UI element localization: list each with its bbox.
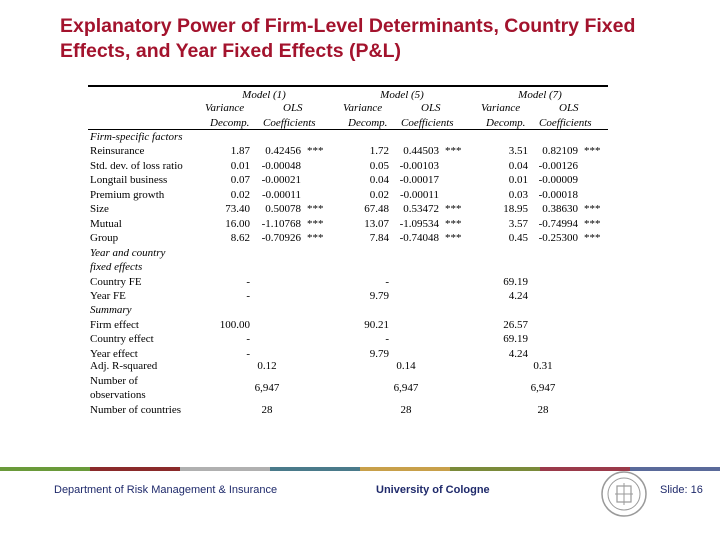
significance-cell: ***	[584, 217, 601, 230]
coefficient-cell: -0.00009	[538, 174, 578, 187]
variance-cell: 90.21	[364, 318, 389, 331]
significance-cell: ***	[445, 145, 462, 158]
model-7-variance-label: Variance	[481, 102, 521, 114]
variance-cell: 0.04	[369, 174, 389, 187]
variance-cell: 67.48	[364, 203, 389, 216]
variance-cell: 69.19	[503, 333, 528, 346]
row-label: Std. dev. of loss ratio	[90, 159, 183, 172]
significance-cell: ***	[445, 232, 462, 245]
adj-r2-label: Adj. R-squared	[90, 360, 158, 372]
row-label: Group	[90, 232, 119, 245]
variance-cell: 0.02	[369, 188, 389, 201]
footer-department: Department of Risk Management & Insurance	[54, 484, 278, 496]
coefficient-cell: 0.38630	[542, 203, 578, 216]
row-label: Summary	[90, 304, 132, 317]
coefficient-cell: -0.00126	[538, 159, 578, 172]
coefficient-cell: -0.00021	[261, 174, 301, 187]
coefficient-cell: 0.44503	[403, 145, 439, 158]
variance-cell: 100.00	[219, 318, 250, 331]
model-1-header: Model (1)	[242, 89, 286, 101]
significance-cell: ***	[307, 217, 324, 230]
variance-cell: 7.84	[369, 232, 389, 245]
significance-cell: ***	[445, 217, 462, 230]
row-label: Premium growth	[90, 188, 165, 201]
obs-label-line2: observations	[90, 389, 146, 401]
model-5-ols-label: OLS	[421, 102, 441, 114]
row-label: Country effect	[90, 333, 154, 346]
row-label: Firm-specific factors	[90, 131, 183, 143]
adj-r2-model-7: 0.31	[533, 360, 553, 372]
variance-cell: 18.95	[503, 203, 528, 216]
university-seal-logo	[600, 470, 648, 518]
variance-cell: 73.40	[225, 203, 250, 216]
stripe-segment	[180, 467, 270, 471]
variance-cell: 3.51	[508, 145, 528, 158]
row-label: Year and country	[90, 246, 166, 259]
coefficient-cell: -0.00011	[261, 188, 301, 201]
stripe-segment	[0, 467, 90, 471]
variance-cell: 0.01	[230, 159, 250, 172]
table-top-rule	[88, 85, 608, 87]
coefficient-cell: -1.10768	[261, 217, 301, 230]
obs-model-1: 6,947	[254, 382, 280, 394]
row-label: Firm effect	[90, 318, 139, 331]
model-1-coef-label: Coefficients	[263, 117, 316, 129]
model-7-ols-label: OLS	[559, 102, 579, 114]
slide-title: Explanatory Power of Firm-Level Determinants, Country Fixed Effects, and Year Fixed Effects (P&L)	[60, 15, 636, 62]
variance-cell: -	[385, 275, 389, 288]
coefficient-cell: -0.74048	[399, 232, 439, 245]
variance-cell: -	[246, 275, 250, 288]
variance-cell: 0.03	[508, 188, 528, 201]
coefficient-cell: -0.00018	[538, 188, 578, 201]
variance-cell: 0.05	[369, 159, 389, 172]
footer-university: University of Cologne	[376, 484, 490, 496]
variance-cell: 1.87	[230, 145, 250, 158]
model-5-coef-label: Coefficients	[401, 117, 454, 129]
variance-cell: 4.24	[508, 347, 528, 360]
coefficient-cell: 0.82109	[542, 145, 578, 158]
row-label: Size	[90, 203, 109, 216]
coefficient-cell: -0.74994	[538, 217, 578, 230]
adj-r2-model-5: 0.14	[396, 360, 416, 372]
row-label: Longtail business	[90, 174, 168, 187]
variance-cell: 0.02	[230, 188, 250, 201]
variance-cell: 9.79	[369, 289, 389, 302]
model-5-decomp-label: Decomp.	[348, 117, 388, 129]
significance-cell: ***	[584, 145, 601, 158]
model-1-ols-label: OLS	[283, 102, 303, 114]
significance-cell: ***	[584, 203, 601, 216]
coefficient-cell: -1.09534	[399, 217, 439, 230]
significance-cell: ***	[307, 145, 324, 158]
coefficient-cell: 0.42456	[265, 145, 301, 158]
variance-cell: -	[246, 333, 250, 346]
slide-number: Slide: 16	[660, 484, 703, 496]
variance-cell: -	[246, 347, 250, 360]
model-7-coef-label: Coefficients	[539, 117, 592, 129]
model-7-decomp-label: Decomp.	[486, 117, 526, 129]
variance-cell: 0.04	[508, 159, 528, 172]
model-1-variance-label: Variance	[205, 102, 245, 114]
obs-model-5: 6,947	[393, 382, 419, 394]
adj-r2-model-1: 0.12	[257, 360, 277, 372]
row-label: Year effect	[90, 347, 138, 360]
variance-cell: 0.01	[508, 174, 528, 187]
coefficient-cell: -0.25300	[538, 232, 578, 245]
row-label: Mutual	[90, 217, 122, 230]
obs-label-line1: Number of	[90, 375, 138, 387]
variance-cell: 9.79	[369, 347, 389, 360]
row-label: Reinsurance	[90, 145, 145, 158]
coefficient-cell: 0.50078	[265, 203, 301, 216]
significance-cell: ***	[307, 232, 324, 245]
coefficient-cell: -0.00048	[261, 159, 301, 172]
obs-model-7: 6,947	[530, 382, 556, 394]
row-label: Year FE	[90, 289, 126, 302]
variance-cell: 13.07	[364, 217, 389, 230]
coefficient-cell: -0.00103	[399, 159, 439, 172]
variance-cell: 1.72	[369, 145, 389, 158]
stripe-segment	[360, 467, 450, 471]
countries-model-5: 28	[400, 404, 412, 416]
coefficient-cell: -0.70926	[261, 232, 301, 245]
coefficient-cell: -0.00017	[399, 174, 439, 187]
model-5-variance-label: Variance	[343, 102, 383, 114]
coefficient-cell: -0.00011	[399, 188, 439, 201]
countries-label: Number of countries	[90, 404, 182, 416]
model-7-header: Model (7)	[518, 89, 562, 101]
variance-cell: 0.07	[230, 174, 250, 187]
variance-cell: 3.57	[508, 217, 528, 230]
stripe-segment	[270, 467, 360, 471]
variance-cell: -	[385, 333, 389, 346]
row-label: fixed effects	[90, 261, 143, 274]
model-1-decomp-label: Decomp.	[210, 117, 250, 129]
significance-cell: ***	[307, 203, 324, 216]
variance-cell: -	[246, 289, 250, 302]
countries-model-7: 28	[537, 404, 549, 416]
row-label: Country FE	[90, 275, 142, 288]
stripe-segment	[90, 467, 180, 471]
coefficient-cell: 0.53472	[403, 203, 439, 216]
variance-cell: 0.45	[508, 232, 528, 245]
significance-cell: ***	[584, 232, 601, 245]
variance-cell: 8.62	[230, 232, 250, 245]
variance-cell: 69.19	[503, 275, 528, 288]
variance-cell: 4.24	[508, 289, 528, 302]
model-5-header: Model (5)	[380, 89, 424, 101]
variance-cell: 26.57	[503, 318, 528, 331]
significance-cell: ***	[445, 203, 462, 216]
countries-model-1: 28	[261, 404, 273, 416]
stripe-segment	[450, 467, 540, 471]
variance-cell: 16.00	[225, 217, 250, 230]
